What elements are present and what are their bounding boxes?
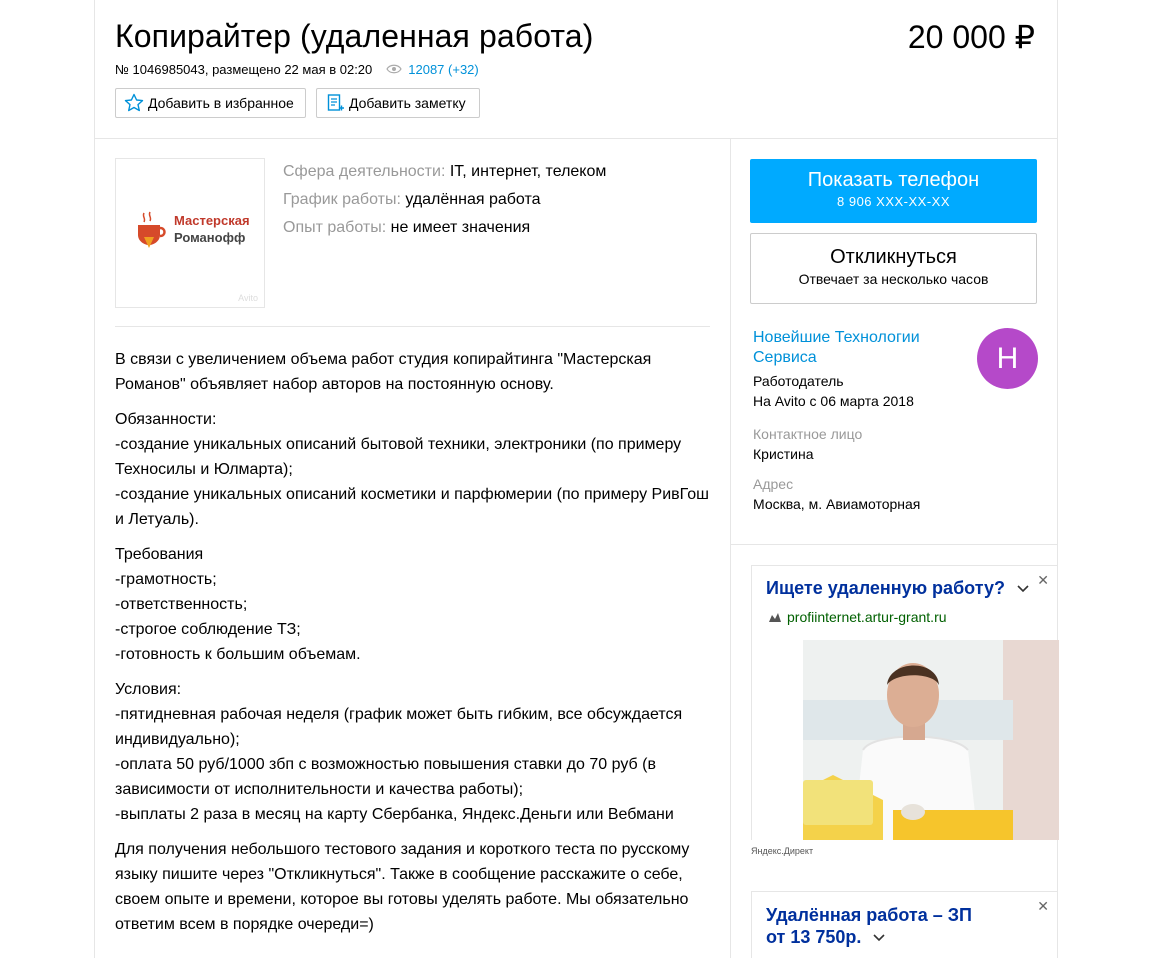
cup-icon bbox=[134, 211, 170, 251]
reply-label: Откликнуться bbox=[830, 246, 957, 268]
add-favorite-button[interactable] bbox=[115, 88, 306, 118]
ad-title-line-2: от 13 750р. bbox=[766, 927, 862, 947]
note-icon bbox=[325, 93, 345, 113]
listing-meta bbox=[115, 62, 479, 77]
seller-info bbox=[753, 371, 914, 411]
param-value: удалённая работа bbox=[405, 191, 541, 208]
ad-image[interactable] bbox=[803, 640, 1059, 840]
star-icon bbox=[124, 93, 144, 113]
add-favorite-label: Добавить в избранное bbox=[148, 95, 294, 111]
column-divider bbox=[730, 139, 731, 958]
ad-image-margin bbox=[752, 640, 803, 840]
page-title: Копирайтер (удаленная работа) bbox=[115, 18, 594, 54]
ad-url-text: profiinternet.artur-grant.ru bbox=[787, 609, 947, 625]
yandex-direct-label[interactable]: Яндекс.Директ bbox=[751, 846, 814, 856]
price: 20 000 ₽ bbox=[907, 19, 1035, 55]
description-paragraph: В связи с увеличением объема работ студия копирайтинга "Мастерская Романов" объявляет набор авторов на постоянную основу. bbox=[115, 351, 652, 393]
listing-id-date: № 1046985043, размещено 22 мая в 02:20 bbox=[115, 62, 373, 77]
ad-title[interactable] bbox=[766, 578, 1030, 599]
description-paragraph: Условия: -пятидневная рабочая неделя (график может быть гибким, все обсуждается индивидуально); -оплата 50 руб/1000 збп с возможностью повышения ставки до 70 руб (в зависимости от исполнительности и качества работы); -выплаты 2 раза в месяц на карту Сбербанка, Яндекс.Деньги или Вебмани bbox=[115, 681, 683, 823]
logo-line-1: Мастерская bbox=[174, 213, 250, 228]
divider bbox=[95, 138, 1057, 139]
param-row bbox=[283, 186, 606, 214]
avatar[interactable]: Н bbox=[977, 328, 1038, 389]
param-value: не имеет значения bbox=[390, 219, 531, 236]
param-label: Сфера деятельности: bbox=[283, 163, 446, 180]
seller-since: На Avito с 06 марта 2018 bbox=[753, 393, 914, 409]
contact-label: Контактное лицо bbox=[753, 426, 863, 442]
seller-role: Работодатель bbox=[753, 373, 844, 389]
logo-line-2: Романофф bbox=[174, 230, 246, 245]
close-icon[interactable]: ✕ bbox=[1037, 572, 1049, 588]
listing-page bbox=[94, 0, 1058, 958]
logo-text bbox=[174, 212, 250, 246]
eye-icon bbox=[386, 62, 402, 77]
param-row bbox=[283, 158, 606, 186]
description-paragraph: Обязанности: -создание уникальных описаний бытовой техники, электроники (по примеру Техносилы и Юлмарта); -создание уникальных описаний косметики и парфюмерии (по примеру РивГош и Летуаль). bbox=[115, 411, 709, 528]
divider bbox=[731, 544, 1057, 545]
reply-button[interactable] bbox=[750, 233, 1037, 304]
company-logo[interactable] bbox=[115, 158, 265, 308]
views-count[interactable]: 12087 (+32) bbox=[408, 62, 479, 77]
favicon-icon bbox=[768, 611, 782, 623]
description-paragraph: Для получения небольшого тестового задания и короткого теста по русскому языку пишите через "Откликнуться". Также в сообщение расскажите о себе, своем опыте и времени, которое вы готовы уделять работе. Мы обязательно ответим всем в порядке очереди=) bbox=[115, 841, 690, 933]
param-label: Опыт работы: bbox=[283, 219, 387, 236]
ad-title-line-1: Удалённая работа – ЗП bbox=[766, 905, 972, 925]
ad-title-text: Ищете удаленную работу? bbox=[766, 578, 1006, 598]
divider bbox=[115, 326, 710, 327]
ad-url[interactable] bbox=[768, 609, 947, 625]
address-label: Адрес bbox=[753, 476, 794, 492]
description-paragraph: Требования -грамотность; -ответственность; -строгое соблюдение ТЗ; -готовность к большим объемам. bbox=[115, 546, 361, 663]
address-value: Москва, м. Авиамоторная bbox=[753, 496, 921, 512]
ad-block[interactable] bbox=[751, 565, 1058, 840]
watermark: Avito bbox=[238, 293, 258, 303]
chevron-down-icon bbox=[1016, 584, 1030, 594]
param-value: IT, интернет, телеком bbox=[449, 163, 607, 180]
show-phone-label: Показать телефон bbox=[807, 169, 980, 191]
show-phone-button[interactable] bbox=[750, 159, 1037, 223]
job-description bbox=[115, 347, 715, 947]
param-label: График работы: bbox=[283, 191, 401, 208]
add-note-label: Добавить заметку bbox=[349, 95, 466, 111]
close-icon[interactable]: ✕ bbox=[1037, 898, 1049, 914]
chevron-down-icon bbox=[872, 933, 886, 943]
contact-value: Кристина bbox=[753, 446, 814, 462]
job-params bbox=[283, 158, 606, 242]
reply-subtitle: Отвечает за несколько часов bbox=[798, 271, 989, 287]
param-row bbox=[283, 214, 606, 242]
seller-name-link[interactable]: Новейшие Технологии Сервиса bbox=[753, 329, 920, 366]
ad-title[interactable] bbox=[766, 904, 972, 948]
man-with-laptop-image bbox=[803, 640, 1059, 840]
phone-number-masked: 8 906 XXX-XX-XX bbox=[837, 194, 950, 209]
add-note-button[interactable] bbox=[316, 88, 480, 118]
ad-block[interactable] bbox=[751, 891, 1058, 958]
